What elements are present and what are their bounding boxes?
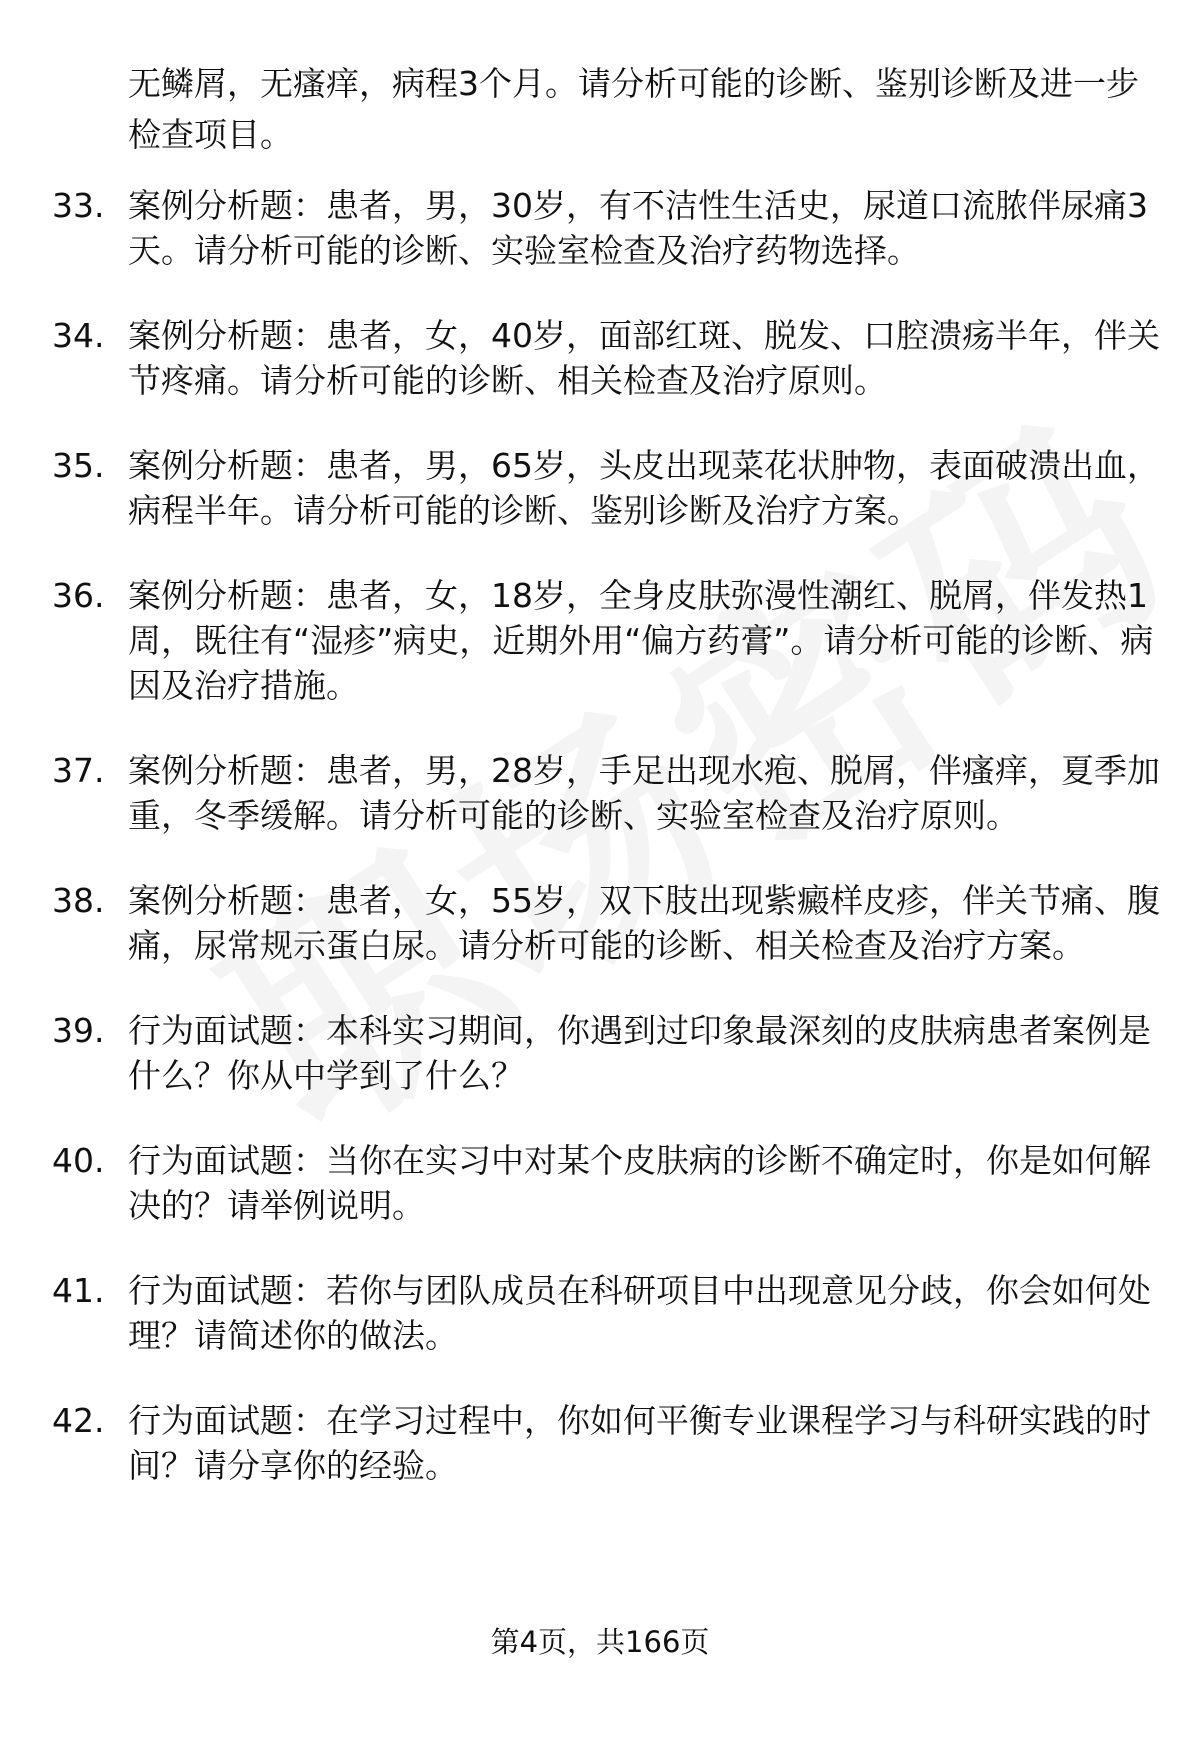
question-item-38 — [52, 878, 1172, 968]
question-text: 案例分析题：患者，男，65岁，头皮出现菜花状肿物，表面破溃出血，病程半年。请分析可能的诊断、鉴别诊断及治疗方案。 — [128, 446, 1160, 530]
question-item-35 — [52, 443, 1172, 533]
question-item-36 — [52, 573, 1172, 708]
question-number: 40. — [52, 1141, 105, 1180]
question-item-41 — [52, 1268, 1172, 1358]
question-text: 行为面试题：本科实习期间，你遇到过印象最深刻的皮肤病患者案例是什么？你从中学到了什么？ — [128, 1011, 1151, 1095]
question-list — [52, 183, 1172, 1488]
question-item-42 — [52, 1398, 1172, 1488]
question-number: 42. — [52, 1401, 105, 1440]
question-number: 41. — [52, 1271, 105, 1310]
question-item-33 — [52, 183, 1172, 273]
question-number: 36. — [52, 576, 105, 615]
page-number-label: 第4页，共166页 — [490, 1625, 710, 1659]
question-number: 33. — [52, 186, 105, 225]
question-text: 案例分析题：患者，女，40岁，面部红斑、脱发、口腔溃疡半年，伴关节疼痛。请分析可能的诊断、相关检查及治疗原则。 — [128, 316, 1160, 400]
question-number: 34. — [52, 316, 105, 355]
page-footer — [0, 1622, 1200, 1662]
question-text: 案例分析题：患者，男，30岁，有不洁性生活史，尿道口流脓伴尿痛3天。请分析可能的诊断、实验室检查及治疗药物选择。 — [128, 186, 1148, 270]
question-text: 行为面试题：若你与团队成员在科研项目中出现意见分歧，你会如何处理？请简述你的做法。 — [128, 1271, 1151, 1355]
question-text: 行为面试题：在学习过程中，你如何平衡专业课程学习与科研实践的时间？请分享你的经验。 — [128, 1401, 1151, 1485]
question-item-39 — [52, 1008, 1172, 1098]
question-text: 案例分析题：患者，男，28岁，手足出现水疱、脱屑，伴瘙痒，夏季加重，冬季缓解。请分析可能的诊断、实验室检查及治疗原则。 — [128, 751, 1160, 835]
question-number: 39. — [52, 1011, 105, 1050]
question-item-40 — [52, 1138, 1172, 1228]
question-number: 37. — [52, 751, 105, 790]
question-32-continuation: 无鳞屑，无瘙痒，病程3个月。请分析可能的诊断、鉴别诊断及进一步检查项目。 — [128, 64, 1139, 154]
question-item-37 — [52, 748, 1172, 838]
question-text: 案例分析题：患者，女，55岁，双下肢出现紫癜样皮疹，伴关节痛、腹痛，尿常规示蛋白尿。请分析可能的诊断、相关检查及治疗方案。 — [128, 881, 1160, 965]
question-text: 案例分析题：患者，女，18岁，全身皮肤弥漫性潮红、脱屑，伴发热1周，既往有“湿疹”病史，近期外用“偏方药膏”。请分析可能的诊断、病因及治疗措施。 — [128, 576, 1154, 705]
question-number: 35. — [52, 446, 105, 485]
question-number: 38. — [52, 881, 105, 920]
question-text: 行为面试题：当你在实习中对某个皮肤病的诊断不确定时，你是如何解决的？请举例说明。 — [128, 1141, 1151, 1225]
question-item-34 — [52, 313, 1172, 403]
